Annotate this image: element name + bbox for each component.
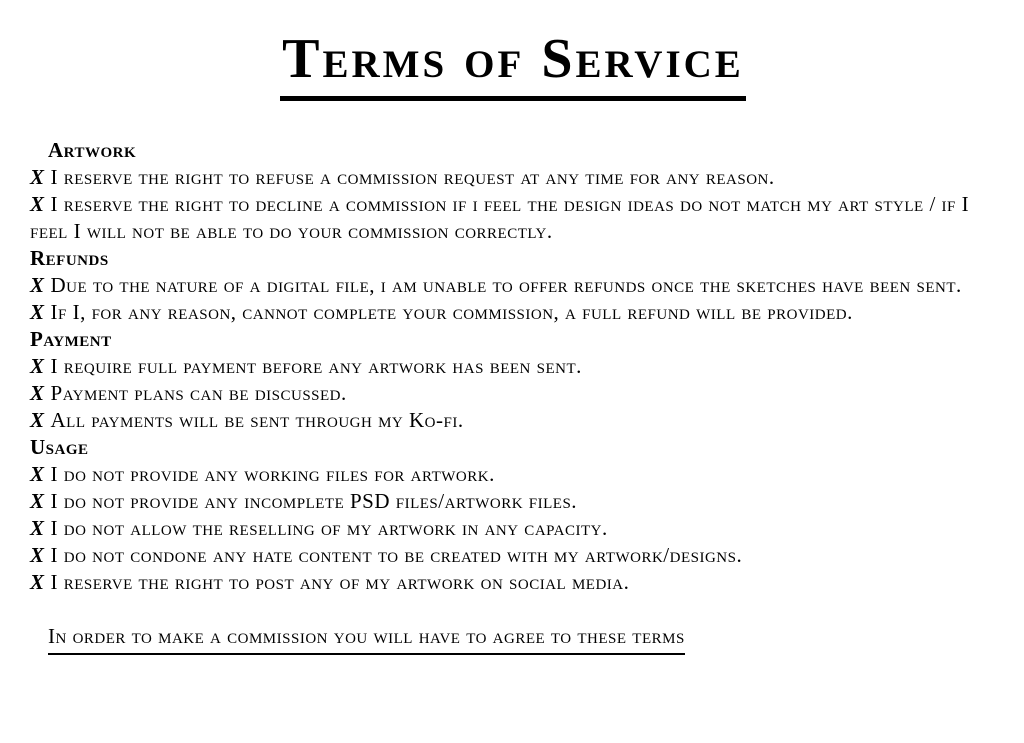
page-title-text: Terms of Service bbox=[280, 28, 746, 101]
x-bullet-marker: X bbox=[30, 569, 45, 594]
x-bullet-marker: X bbox=[30, 488, 45, 513]
x-bullet-marker: X bbox=[30, 542, 45, 567]
term-item bbox=[30, 164, 996, 191]
term-text: I do not provide any incomplete PSD files/artwork files. bbox=[50, 488, 578, 513]
term-text: I reserve the right to post any of my artwork on social media. bbox=[50, 569, 630, 594]
term-item bbox=[30, 272, 996, 299]
term-text: I do not allow the reselling of my artwork in any capacity. bbox=[50, 515, 608, 540]
term-item bbox=[30, 299, 996, 326]
term-item bbox=[30, 461, 996, 488]
term-text: Payment plans can be discussed. bbox=[50, 380, 347, 405]
page-title bbox=[30, 28, 996, 101]
term-text: I reserve the right to refuse a commission request at any time for any reason. bbox=[50, 164, 775, 189]
term-text: All payments will be sent through my Ko-fi. bbox=[50, 407, 464, 432]
x-bullet-marker: X bbox=[30, 191, 45, 216]
term-item bbox=[30, 515, 996, 542]
terms-section bbox=[30, 137, 996, 245]
term-text: I do not provide any working files for artwork. bbox=[50, 461, 495, 486]
term-item bbox=[30, 407, 996, 434]
x-bullet-marker: X bbox=[30, 380, 45, 405]
x-bullet-marker: X bbox=[30, 272, 45, 297]
section-heading: Payment bbox=[30, 326, 112, 351]
terms-section bbox=[30, 434, 996, 596]
term-item bbox=[30, 380, 996, 407]
section-heading: Usage bbox=[30, 434, 89, 459]
x-bullet-marker: X bbox=[30, 407, 45, 432]
term-item bbox=[30, 191, 996, 245]
section-heading: Artwork bbox=[48, 137, 137, 162]
term-item bbox=[30, 353, 996, 380]
term-item bbox=[30, 542, 996, 569]
terms-body bbox=[30, 137, 996, 596]
term-item bbox=[30, 569, 996, 596]
term-text: I reserve the right to decline a commission if i feel the design ideas do not match my art style / if I feel I will not be able to do your commission correctly. bbox=[30, 191, 970, 243]
x-bullet-marker: X bbox=[30, 461, 45, 486]
term-text: Due to the nature of a digital file, i am unable to offer refunds once the sketches have been sent. bbox=[50, 272, 962, 297]
terms-section bbox=[30, 245, 996, 326]
x-bullet-marker: X bbox=[30, 299, 45, 324]
x-bullet-marker: X bbox=[30, 515, 45, 540]
x-bullet-marker: X bbox=[30, 353, 45, 378]
term-text: I do not condone any hate content to be created with my artwork/designs. bbox=[50, 542, 743, 567]
agreement-note bbox=[30, 623, 996, 655]
term-item bbox=[30, 488, 996, 515]
x-bullet-marker: X bbox=[30, 164, 45, 189]
terms-section bbox=[30, 326, 996, 434]
section-heading: Refunds bbox=[30, 245, 109, 270]
term-text: I require full payment before any artwork has been sent. bbox=[50, 353, 582, 378]
term-text: If I, for any reason, cannot complete your commission, a full refund will be provided. bbox=[50, 299, 853, 324]
agreement-note-text: In order to make a commission you will have to agree to these terms bbox=[48, 623, 685, 655]
